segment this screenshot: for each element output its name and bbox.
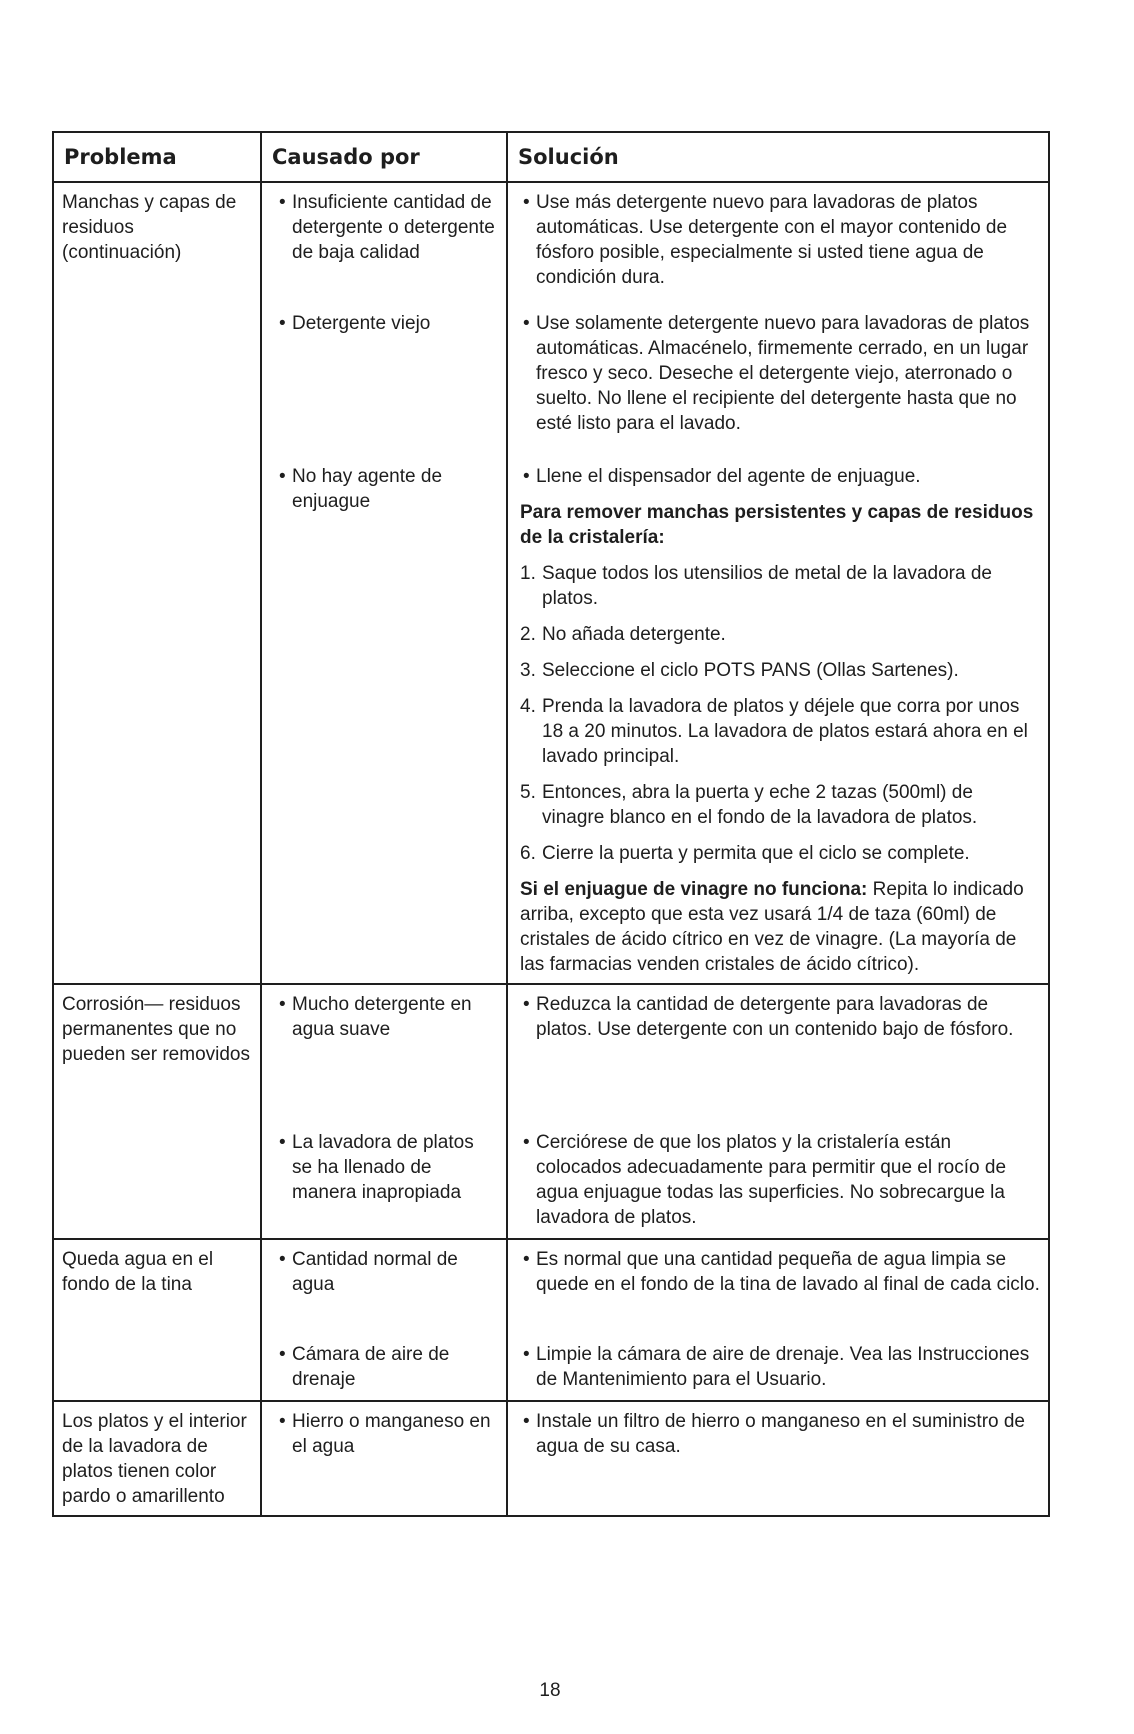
solution-cell xyxy=(507,1239,1049,1401)
page-number: 18 xyxy=(539,1680,561,1701)
vinegar-note-text: Repita lo indicado arriba, excepto que esta vez usará 1/4 de taza (60ml) de cristales de ácido cítrico en vez de vinagre. (La mayoría de las farmacias venden cristales de ácido cítrico). xyxy=(520,879,1024,975)
cause-item: • La lavadora de platos se ha llenado de manera inapropiada xyxy=(276,1130,496,1205)
problem-text: Corrosión— residuos permanentes que no pueden ser removidos xyxy=(62,994,250,1065)
solution-item: • Cerciórese de que los platos y la cristalería están colocados adecuadamente para permitir que el rocío de agua enjuague todas las superficies. No sobrecargue la lavadora de platos. xyxy=(520,1130,1040,1230)
table-row xyxy=(53,1239,1049,1401)
header-problem: Problema xyxy=(53,132,261,182)
cause-item: • Cantidad normal de agua xyxy=(276,1247,496,1297)
vinegar-note xyxy=(520,877,1040,977)
solution-item: • Use más detergente nuevo para lavadoras de platos automáticas. Use detergente con el mayor contenido de fósforo posible, especialmente si usted tiene agua de condición dura. xyxy=(520,190,1040,290)
header-solution: Solución xyxy=(507,132,1049,182)
problem-text: Queda agua en el fondo de la tina xyxy=(62,1249,214,1295)
solution-item: • Reduzca la cantidad de detergente para lavadoras de platos. Use detergente con un contenido bajo de fósforo. xyxy=(520,992,1040,1042)
solution-item: • Use solamente detergente nuevo para lavadoras de platos automáticas. Almacénelo, firmemente cerrado, en un lugar fresco y seco. Deseche el detergente viejo, aterronado o suelto. No llene el recipiente del detergente hasta que no esté listo para el lavado. xyxy=(520,311,1040,436)
steps-list xyxy=(520,561,1040,866)
solution-item: • Llene el dispensador del agente de enjuague. xyxy=(520,464,1040,489)
cause-cell xyxy=(261,1401,507,1516)
problem-text: Los platos y el interior de la lavadora de platos tienen color pardo o amarillento xyxy=(62,1411,247,1507)
remove-stains-heading: Para remover manchas persistentes y capas de residuos de la cristalería: xyxy=(520,502,1034,548)
solution-cell xyxy=(507,1401,1049,1516)
table-row xyxy=(53,1401,1049,1516)
vinegar-note-heading: Si el enjuague de vinagre no funciona: xyxy=(520,879,868,900)
table-row xyxy=(53,984,1049,1239)
cause-item: • Cámara de aire de drenaje xyxy=(276,1342,496,1392)
cause-item: • Insuficiente cantidad de detergente o detergente de baja calidad xyxy=(276,190,496,265)
cause-item: • Hierro o manganeso en el agua xyxy=(276,1409,496,1459)
table-header-row xyxy=(53,132,1049,182)
solution-item: • Instale un filtro de hierro o manganeso en el suministro de agua de su casa. xyxy=(520,1409,1040,1459)
list-item: 2. No añada detergente. xyxy=(520,624,726,645)
cause-cell xyxy=(261,1239,507,1401)
cause-item: • No hay agente de enjuague xyxy=(276,464,496,514)
table-row xyxy=(53,182,1049,984)
header-cause: Causado por xyxy=(261,132,507,182)
solution-cell xyxy=(507,182,1049,984)
troubleshooting-table xyxy=(52,131,1050,1517)
list-item: 4. Prenda la lavadora de platos y déjele que corra por unos 18 a 20 minutos. La lavadora de platos estará ahora en el lavado principal. xyxy=(520,696,1028,767)
list-item: 5. Entonces, abra la puerta y eche 2 tazas (500ml) de vinagre blanco en el fondo de la lavadora de platos. xyxy=(520,782,978,828)
cause-item: • Mucho detergente en agua suave xyxy=(276,992,496,1042)
list-item: 6. Cierre la puerta y permita que el ciclo se complete. xyxy=(520,843,970,864)
cause-cell xyxy=(261,984,507,1239)
cause-cell xyxy=(261,182,507,984)
problem-cell xyxy=(53,182,261,984)
problem-cell xyxy=(53,984,261,1239)
solution-item: • Es normal que una cantidad pequeña de agua limpia se quede en el fondo de la tina de lavado al final de cada ciclo. xyxy=(520,1247,1040,1297)
problem-text: Manchas y capas de residuos (continuación) xyxy=(62,192,237,263)
problem-cell xyxy=(53,1239,261,1401)
problem-cell xyxy=(53,1401,261,1516)
solution-cell xyxy=(507,984,1049,1239)
cause-item: • Detergente viejo xyxy=(276,311,496,336)
solution-item: • Limpie la cámara de aire de drenaje. Vea las Instrucciones de Mantenimiento para el Usuario. xyxy=(520,1342,1040,1392)
list-item: 1. Saque todos los utensilios de metal de la lavadora de platos. xyxy=(520,563,992,609)
list-item: 3. Seleccione el ciclo POTS PANS (Ollas Sartenes). xyxy=(520,660,959,681)
